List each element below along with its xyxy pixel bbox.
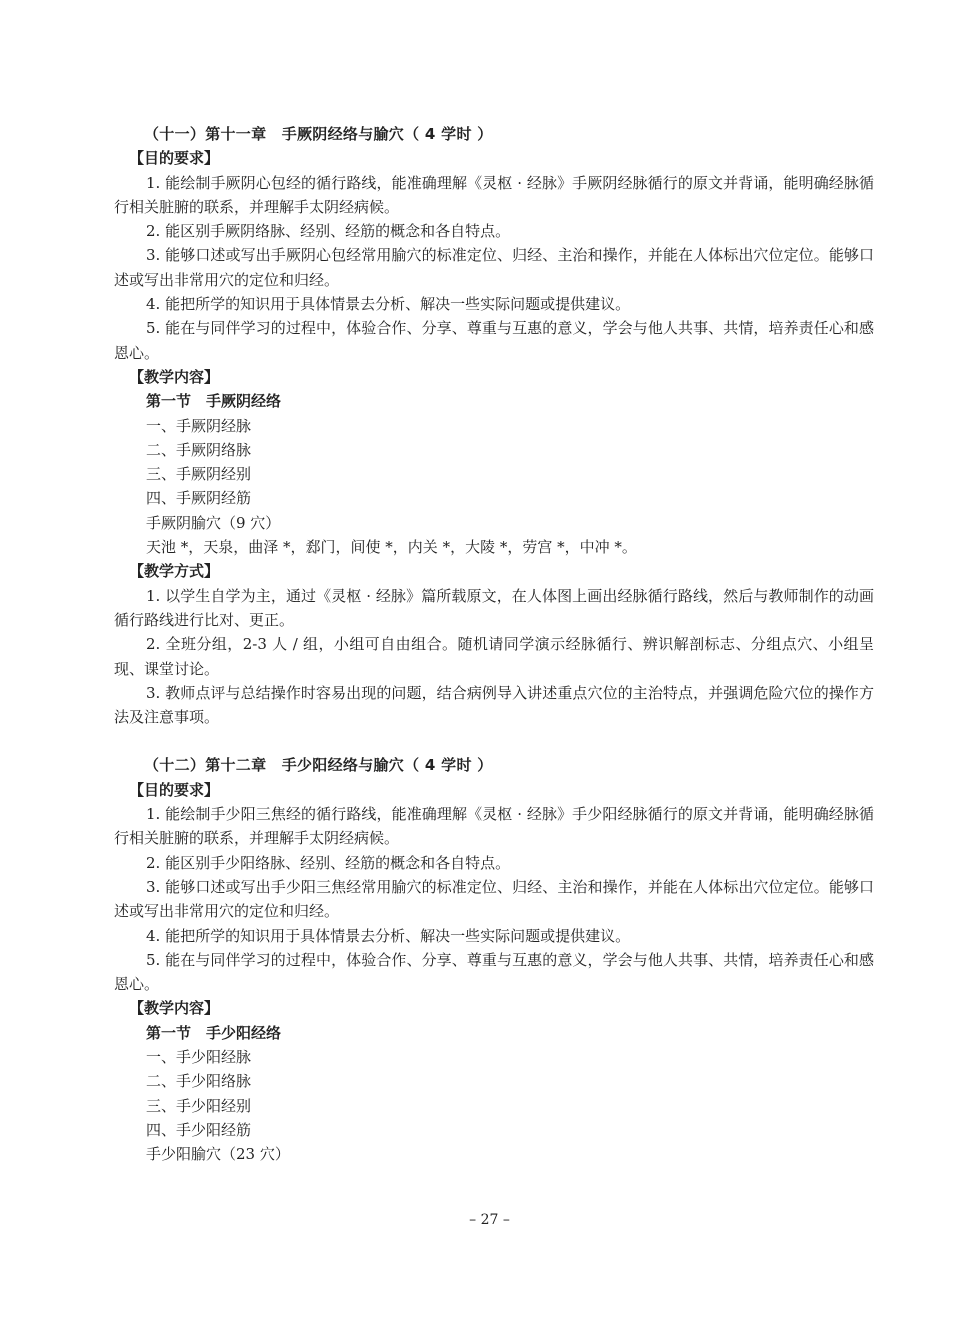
ch11-section-1-title: 第一节 手厥阴经络 xyxy=(146,392,282,411)
ch11-objective-4: 4. 能把所学的知识用于具体情景去分析、解决一些实际问题或提供建议。 xyxy=(146,295,631,314)
ch12-objective-1: 1. 能绘制手少阳三焦经的循行路线，能准确理解《灵枢 · 经脉》手少阳经脉循行的原文并背诵，能明确经脉循行相关脏腑的联系，并理解手太阴经病候。 xyxy=(114,805,874,848)
chapter-spacer xyxy=(114,729,874,753)
ch12-section-1-title: 第一节 手少阳经络 xyxy=(146,1023,282,1042)
ch11-objective-5: 5. 能在与同伴学习的过程中，体验合作、分享、尊重与互惠的意义，学会与他人共事、共情，培养责任心和感恩心。 xyxy=(114,319,874,362)
ch12-section-1-item: 三、手少阳经别 xyxy=(146,1096,252,1115)
ch12-acupoints-title: 手少阳腧穴（23 穴） xyxy=(146,1145,290,1164)
ch11-section-1-item: 三、手厥阴经别 xyxy=(146,465,252,484)
ch12-objective-4: 4. 能把所学的知识用于具体情景去分析、解决一些实际问题或提供建议。 xyxy=(146,926,631,945)
ch11-content-header: 【教学内容】 xyxy=(129,367,220,386)
ch11-objective-3: 3. 能够口述或写出手厥阴心包经常用腧穴的标准定位、归经、主治和操作，并能在人体标出穴位定位。能够口述或写出非常用穴的定位和归经。 xyxy=(114,246,874,289)
page-body xyxy=(114,122,874,1166)
ch11-method-3: 3. 教师点评与总结操作时容易出现的问题，结合病例导入讲述重点穴位的主治特点，并强调危险穴位的操作方法及注意事项。 xyxy=(114,683,874,727)
chapter-11-title: （十一）第十一章 手厥阴经络与腧穴（ 4 学时 ） xyxy=(144,125,493,143)
ch12-section-1-item: 二、手少阳络脉 xyxy=(146,1072,252,1091)
ch11-method-2: 2. 全班分组，2-3 人 / 组，小组可自由组合。随机请同学演示经脉循行、辨识解剖标志、分组点穴、小组呈现、课堂讨论。 xyxy=(114,635,874,678)
ch11-method-1: 1. 以学生自学为主，通过《灵枢 · 经脉》篇所载原文，在人体图上画出经脉循行路线，然后与教师制作的动画循行路线进行比对、更正。 xyxy=(114,586,874,629)
page-number: – 27 – xyxy=(469,1212,510,1228)
ch12-section-1-item: 四、手少阳经筋 xyxy=(146,1120,252,1139)
chapter-12-title: （十二）第十二章 手少阳经络与腧穴（ 4 学时 ） xyxy=(144,756,493,775)
ch11-section-1-item: 一、手厥阴经脉 xyxy=(146,416,252,435)
ch11-acupoints-list: 天池 *，天泉，曲泽 *，郄门，间使 *，内关 *，大陵 *，劳宫 *，中冲 *。 xyxy=(146,538,637,557)
ch11-section-1-item: 四、手厥阴经筋 xyxy=(146,489,252,508)
ch12-section-1-item: 一、手少阳经脉 xyxy=(146,1047,252,1066)
ch12-objective-3: 3. 能够口述或写出手少阳三焦经常用腧穴的标准定位、归经、主治和操作，并能在人体标出穴位定位。能够口述或写出非常用穴的定位和归经。 xyxy=(114,877,874,921)
ch12-objective-5: 5. 能在与同伴学习的过程中，体验合作、分享、尊重与互惠的意义，学会与他人共事、共情，培养责任心和感恩心。 xyxy=(114,950,874,994)
ch11-objective-1: 1. 能绘制手厥阴心包经的循行路线，能准确理解《灵枢 · 经脉》手厥阴经脉循行的原文并背诵，能明确经脉循行相关脏腑的联系，并理解手太阴经病候。 xyxy=(114,173,874,216)
ch11-objectives-header: 【目的要求】 xyxy=(129,149,220,168)
ch12-objective-2: 2. 能区别手少阳络脉、经别、经筋的概念和各自特点。 xyxy=(146,853,511,872)
ch11-methods-header: 【教学方式】 xyxy=(129,562,220,581)
ch11-acupoints-title: 手厥阴腧穴（9 穴） xyxy=(146,513,281,532)
ch12-content-header: 【教学内容】 xyxy=(129,999,220,1018)
ch12-objectives-header: 【目的要求】 xyxy=(129,780,220,799)
ch11-section-1-item: 二、手厥阴络脉 xyxy=(146,440,252,459)
ch11-objective-2: 2. 能区别手厥阴络脉、经别、经筋的概念和各自特点。 xyxy=(146,222,511,241)
